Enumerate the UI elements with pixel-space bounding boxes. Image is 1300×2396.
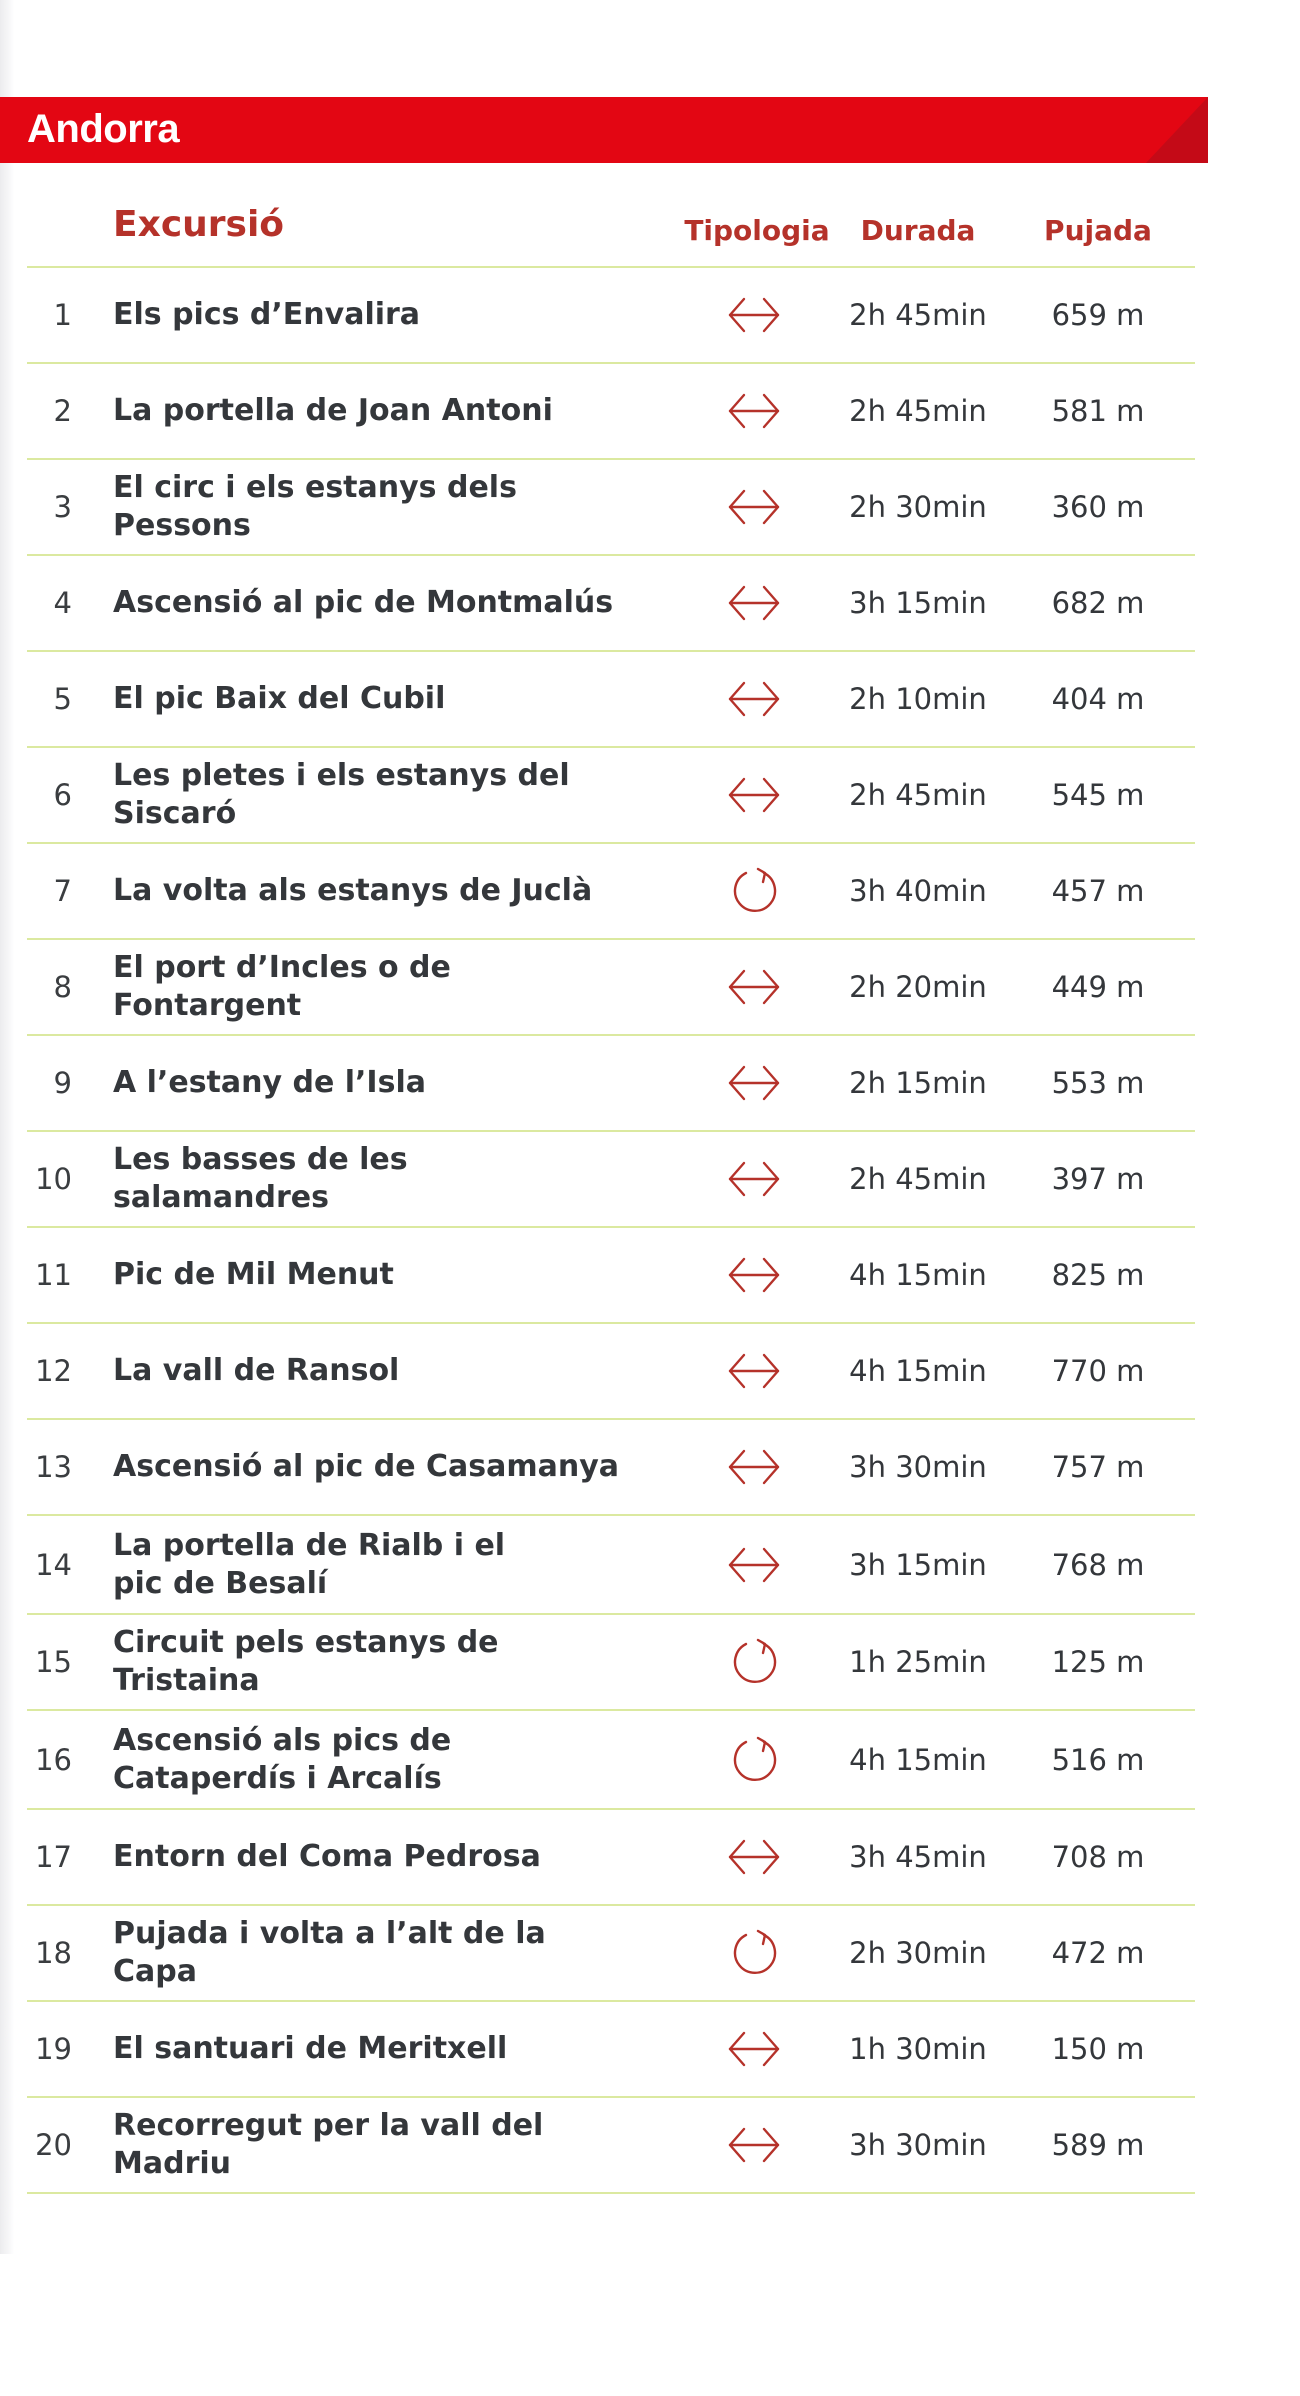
double-arrow-icon-glyph (726, 1447, 782, 1487)
hike-duration: 3h 15min (849, 1547, 987, 1582)
hike-ascent: 545 m (1051, 778, 1145, 812)
hike-name: La vall de Ransol (113, 1353, 400, 1388)
hike-ascent: 150 m (1051, 2032, 1145, 2066)
hike-name: Recorregut per la vall del Madriu (113, 2108, 544, 2181)
hike-ascent: 516 m (1051, 1742, 1145, 1777)
table-row (27, 1036, 1195, 1132)
circular-arrow-icon (726, 1634, 782, 1690)
table-row (27, 268, 1195, 364)
hike-name: Pujada i volta a l’alt de la Capa (113, 1916, 546, 1989)
double-arrow-icon-glyph (726, 1837, 782, 1877)
hike-name: El circ i els estanys dels Pessons (113, 470, 517, 543)
hike-name: Ascensió als pics de Cataperdís i Arcalís (113, 1722, 452, 1796)
double-arrow-icon (726, 1055, 782, 1111)
table-row (27, 1420, 1195, 1516)
double-arrow-icon (726, 2117, 782, 2173)
table-row (27, 844, 1195, 940)
double-arrow-icon-glyph (726, 2125, 782, 2165)
table-row (27, 748, 1195, 844)
table-body (27, 268, 1195, 2194)
double-arrow-icon-glyph (726, 1159, 782, 1199)
hike-name: El port d’Incles o de Fontargent (113, 950, 451, 1023)
column-header-ascent: Pujada (1044, 214, 1152, 247)
hike-duration: 1h 25min (849, 1645, 987, 1679)
hike-number: 19 (35, 2032, 72, 2066)
table-row (27, 556, 1195, 652)
circular-arrow-icon (726, 1732, 782, 1788)
double-arrow-icon-glyph (726, 679, 782, 719)
double-arrow-icon (726, 1829, 782, 1885)
hike-name: La portella de Joan Antoni (113, 393, 553, 428)
hike-number: 3 (53, 490, 72, 524)
hike-ascent: 125 m (1051, 1645, 1145, 1679)
hike-name: Ascensió al pic de Montmalús (113, 585, 614, 620)
hike-number: 2 (53, 394, 72, 428)
table-row (27, 940, 1195, 1036)
double-arrow-icon (726, 1247, 782, 1303)
hike-number: 4 (53, 586, 72, 620)
hike-ascent: 770 m (1051, 1354, 1145, 1388)
table-row (27, 1228, 1195, 1324)
double-arrow-icon (726, 2021, 782, 2077)
table-row (27, 1615, 1195, 1711)
double-arrow-icon-glyph (726, 2029, 782, 2069)
hike-duration: 2h 45min (849, 298, 987, 332)
hike-ascent: 581 m (1051, 394, 1145, 428)
double-arrow-icon (726, 575, 782, 631)
circular-arrow-icon-glyph (730, 1927, 778, 1979)
circular-arrow-icon-glyph (730, 865, 778, 917)
double-arrow-icon-glyph (726, 775, 782, 815)
hike-duration: 2h 30min (849, 1936, 987, 1970)
hike-name: A l’estany de l’Isla (113, 1065, 426, 1100)
table-row (27, 1324, 1195, 1420)
table-row (27, 1132, 1195, 1228)
section-title: Andorra (27, 107, 180, 151)
hike-name: La volta als estanys de Juclà (113, 873, 593, 908)
double-arrow-icon-glyph (726, 1351, 782, 1391)
hike-name: El santuari de Meritxell (113, 2031, 508, 2066)
hike-name: Els pics d’Envalira (113, 297, 421, 332)
hike-number: 5 (53, 682, 72, 716)
double-arrow-icon (726, 959, 782, 1015)
double-arrow-icon-glyph (726, 967, 782, 1007)
table-header (27, 200, 1195, 268)
double-arrow-icon (726, 1343, 782, 1399)
page-scan-edge (0, 0, 14, 2254)
hike-ascent: 659 m (1051, 298, 1145, 332)
hike-duration: 2h 15min (849, 1066, 987, 1100)
hike-number: 17 (35, 1840, 72, 1874)
table-row (27, 1810, 1195, 1906)
hike-duration: 2h 10min (849, 682, 987, 716)
hike-ascent: 757 m (1051, 1450, 1145, 1484)
hike-duration: 2h 45min (849, 778, 987, 812)
circular-arrow-icon (726, 863, 782, 919)
hike-name: Circuit pels estanys de Tristaina (113, 1625, 499, 1698)
hike-name: La portella de Rialb i el pic de Besalí (113, 1527, 506, 1601)
double-arrow-icon (726, 671, 782, 727)
hike-duration: 3h 40min (849, 874, 987, 908)
double-arrow-icon-glyph (726, 391, 782, 431)
hike-ascent: 404 m (1051, 682, 1145, 716)
hike-number: 13 (35, 1450, 72, 1484)
double-arrow-icon (726, 1151, 782, 1207)
hike-ascent: 457 m (1051, 874, 1145, 908)
double-arrow-icon (726, 767, 782, 823)
double-arrow-icon (726, 383, 782, 439)
hike-duration: 2h 20min (849, 970, 987, 1004)
circular-arrow-icon-glyph (730, 1734, 778, 1786)
hike-ascent: 397 m (1051, 1162, 1145, 1196)
hike-number: 10 (35, 1162, 72, 1196)
double-arrow-icon-glyph (726, 1545, 782, 1585)
hike-number: 16 (35, 1742, 72, 1777)
table-row (27, 652, 1195, 748)
hike-duration: 3h 30min (849, 1450, 987, 1484)
double-arrow-icon-glyph (726, 1063, 782, 1103)
hikes-table (27, 200, 1195, 2194)
double-arrow-icon (726, 479, 782, 535)
hike-ascent: 825 m (1051, 1258, 1145, 1292)
column-header-duration: Durada (860, 214, 976, 247)
banner-fold-decoration (1146, 97, 1208, 163)
hike-ascent: 449 m (1051, 970, 1145, 1004)
hike-ascent: 589 m (1051, 2128, 1145, 2162)
hike-duration: 4h 15min (849, 1742, 987, 1777)
hike-number: 18 (35, 1936, 72, 1970)
hike-number: 11 (35, 1258, 72, 1292)
hike-ascent: 708 m (1051, 1840, 1145, 1874)
hike-duration: 3h 30min (849, 2128, 987, 2162)
table-row (27, 2098, 1195, 2194)
double-arrow-icon-glyph (726, 1255, 782, 1295)
hike-duration: 2h 45min (849, 394, 987, 428)
hike-name: El pic Baix del Cubil (113, 681, 446, 716)
table-row (27, 1711, 1195, 1810)
hike-number: 6 (53, 778, 72, 812)
hike-name: Entorn del Coma Pedrosa (113, 1839, 541, 1874)
hike-number: 1 (53, 298, 72, 332)
table-row (27, 2002, 1195, 2098)
hike-duration: 2h 45min (849, 1162, 987, 1196)
hike-ascent: 472 m (1051, 1936, 1145, 1970)
hike-ascent: 768 m (1051, 1547, 1145, 1582)
hike-duration: 3h 45min (849, 1840, 987, 1874)
double-arrow-icon (726, 1439, 782, 1495)
hike-name: Ascensió al pic de Casamanya (113, 1449, 620, 1484)
circular-arrow-icon-glyph (730, 1636, 778, 1688)
double-arrow-icon-glyph (726, 487, 782, 527)
hike-number: 14 (35, 1547, 72, 1582)
hike-name: Pic de Mil Menut (113, 1257, 394, 1292)
hike-number: 20 (35, 2128, 72, 2162)
hike-number: 9 (53, 1066, 72, 1100)
double-arrow-icon (726, 287, 782, 343)
table-row (27, 1516, 1195, 1615)
hike-duration: 3h 15min (849, 586, 987, 620)
hike-number: 15 (35, 1645, 72, 1679)
hike-name: Les pletes i els estanys del Siscaró (113, 758, 570, 831)
hike-duration: 4h 15min (849, 1258, 987, 1292)
hike-duration: 4h 15min (849, 1354, 987, 1388)
section-banner (0, 97, 1208, 163)
circular-arrow-icon (726, 1925, 782, 1981)
hike-duration: 1h 30min (849, 2032, 987, 2066)
hike-ascent: 553 m (1051, 1066, 1145, 1100)
hike-number: 8 (53, 970, 72, 1004)
table-row (27, 1906, 1195, 2002)
double-arrow-icon-glyph (726, 295, 782, 335)
hike-duration: 2h 30min (849, 490, 987, 524)
column-header-excursion: Excursió (113, 204, 285, 245)
hike-ascent: 682 m (1051, 586, 1145, 620)
table-row (27, 460, 1195, 556)
column-header-type: Tipologia (684, 214, 830, 247)
table-row (27, 364, 1195, 460)
hike-name: Les basses de les salamandres (113, 1142, 408, 1215)
hike-ascent: 360 m (1051, 490, 1145, 524)
hike-number: 12 (35, 1354, 72, 1388)
hike-number: 7 (53, 874, 72, 908)
double-arrow-icon (726, 1537, 782, 1593)
double-arrow-icon-glyph (726, 583, 782, 623)
